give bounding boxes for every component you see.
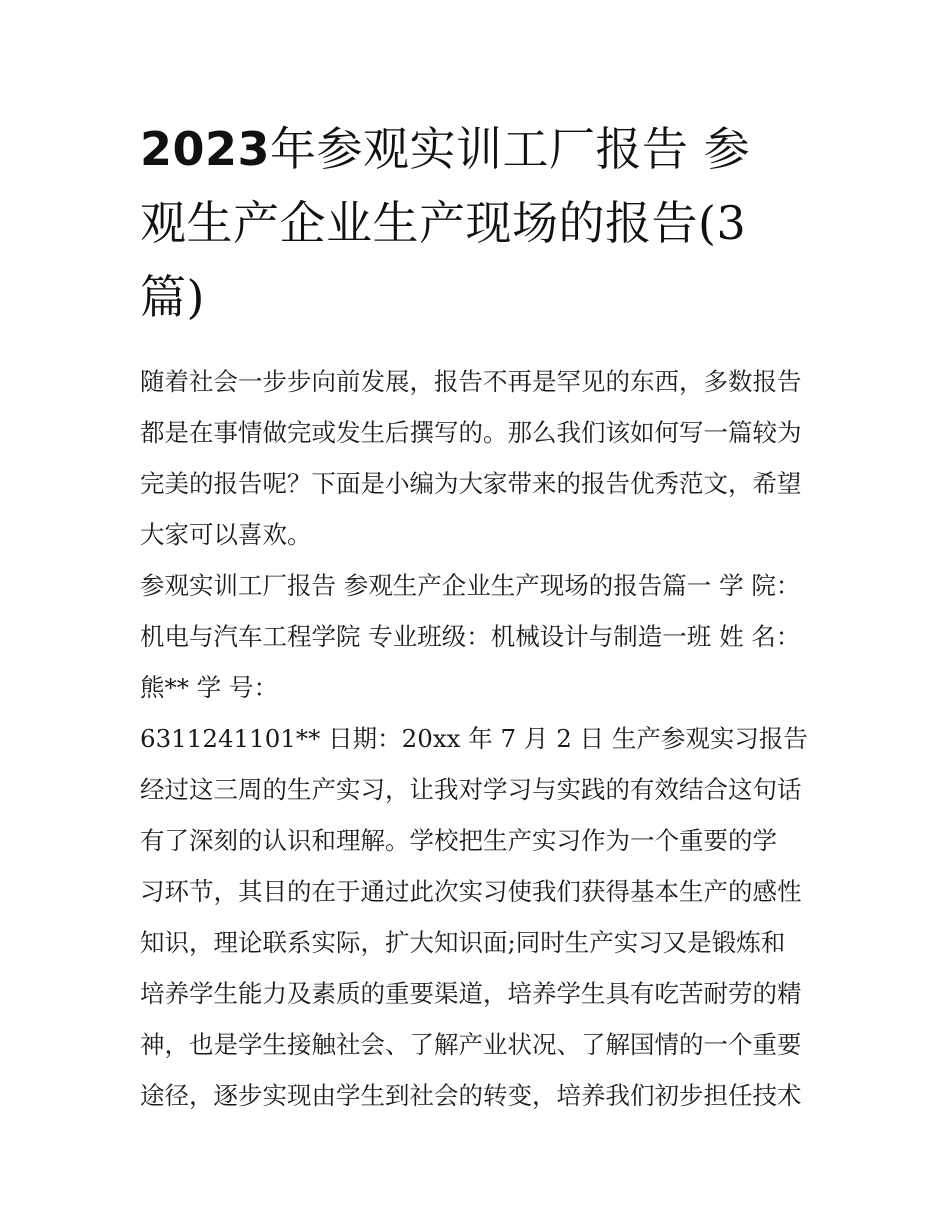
paragraph-line: 大家可以喜欢。 <box>140 520 312 549</box>
document-title <box>140 112 812 334</box>
document-page <box>140 112 812 1121</box>
paragraph-line: 经过这三周的生产实习，让我对学习与实践的有效结合这句话 <box>140 775 802 804</box>
paragraph <box>140 764 812 1121</box>
paragraph-line: 习环节，其目的在于通过此次实习使我们获得基本生产的感性 <box>140 877 802 906</box>
title-line-3: 篇) <box>140 270 205 324</box>
paragraph-line: 6311241101** 日期：20xx 年 7 月 2 日 生产参观实习报告 <box>140 724 808 753</box>
title-line-1: 年参观实训工厂报告 参 <box>270 122 751 176</box>
paragraph-line: 途径，逐步实现由学生到社会的转变，培养我们初步担任技术 <box>140 1081 802 1110</box>
paragraph-line: 都是在事情做完或发生后撰写的。那么我们该如何写一篇较为 <box>140 418 802 447</box>
paragraph-line: 机电与汽车工程学院 专业班级：机械设计与制造一班 姓 名： <box>140 622 801 651</box>
paragraph <box>140 560 812 713</box>
paragraph <box>140 356 812 560</box>
paragraph-line: 有了深刻的认识和理解。学校把生产实习作为一个重要的学 <box>140 826 777 855</box>
paragraph-line: 参观实训工厂报告 参观生产企业生产现场的报告篇一 学 院： <box>140 571 801 600</box>
paragraph-line: 随着社会一步步向前发展，报告不再是罕见的东西，多数报告 <box>140 367 802 396</box>
paragraph-line: 培养学生能力及素质的重要渠道，培养学生具有吃苦耐劳的精 <box>140 979 802 1008</box>
paragraph-line: 熊** 学 号： <box>140 673 279 702</box>
paragraph <box>140 713 812 764</box>
paragraph-line: 神，也是学生接触社会、了解产业状况、了解国情的一个重要 <box>140 1030 802 1059</box>
document-body <box>140 356 812 1121</box>
paragraph-line: 完美的报告呢？下面是小编为大家带来的报告优秀范文，希望 <box>140 469 802 498</box>
title-line-2: 观生产企业生产现场的报告(3 <box>140 196 747 250</box>
title-year: 2023 <box>140 122 271 176</box>
paragraph-line: 知识，理论联系实际，扩大知识面;同时生产实习又是锻炼和 <box>140 928 786 957</box>
